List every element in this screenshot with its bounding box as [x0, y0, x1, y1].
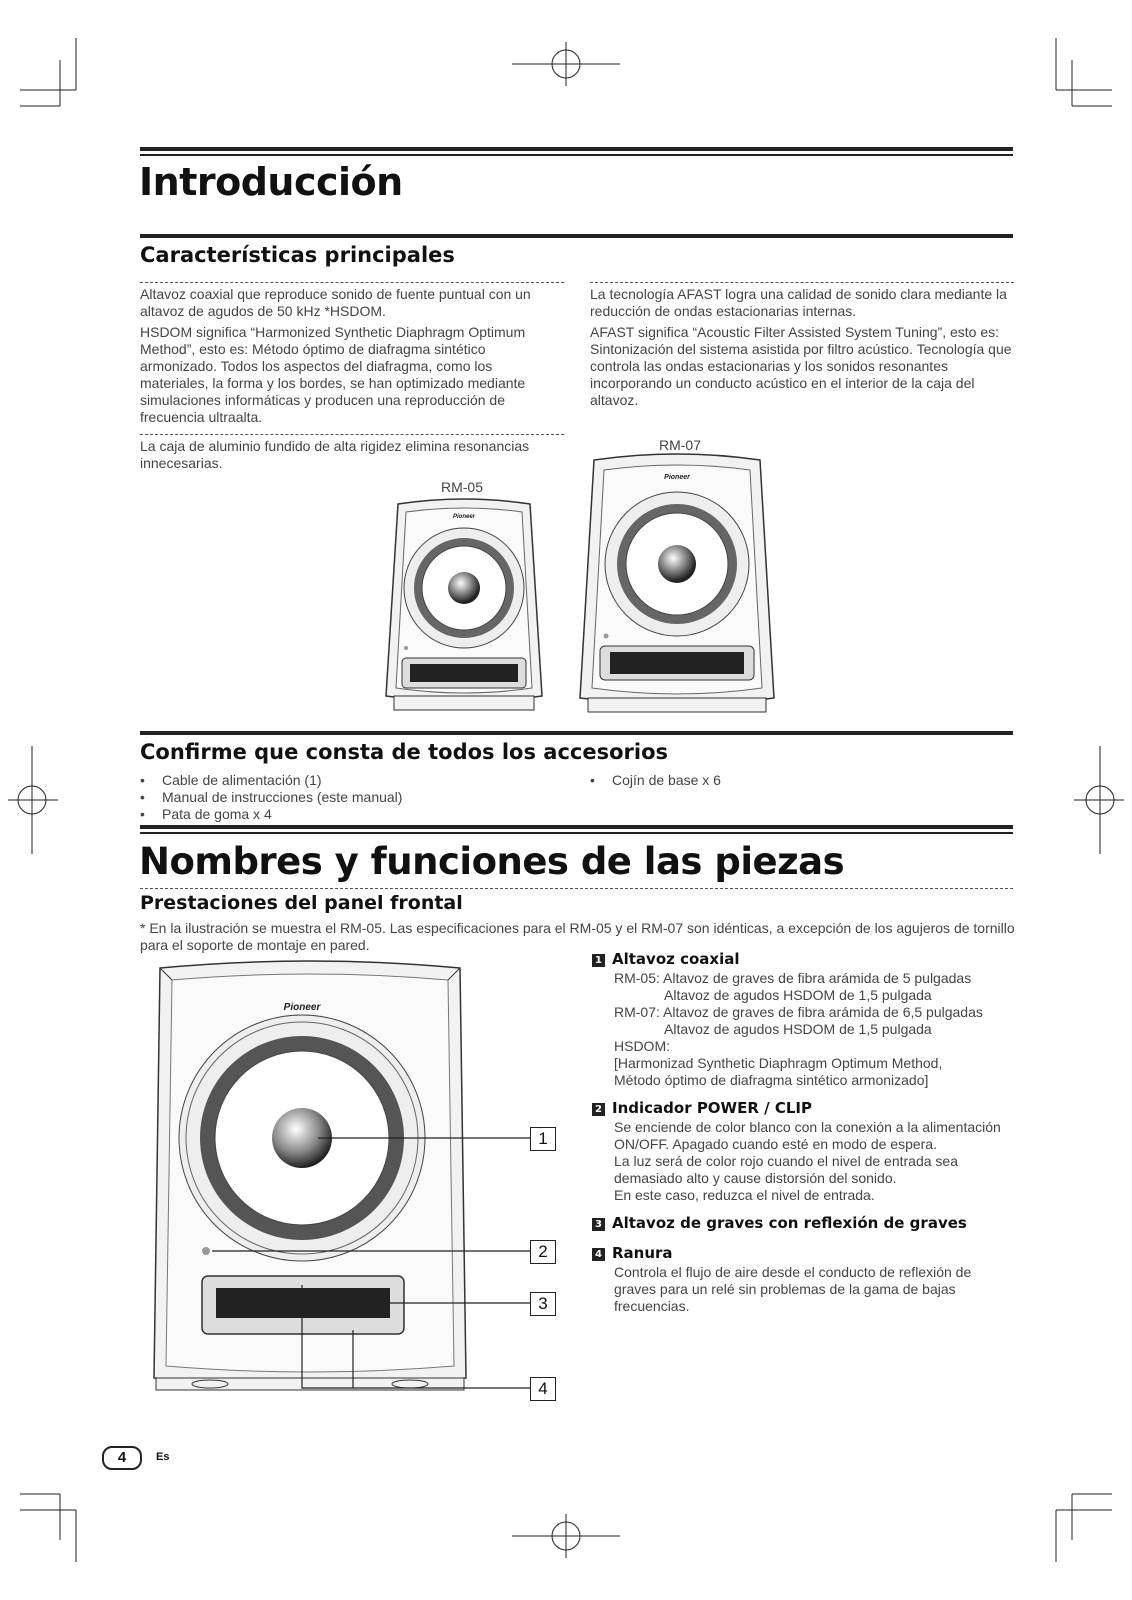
page-title-introduccion: Introducción — [139, 160, 403, 204]
list-item: • Manual de instrucciones (este manual) — [140, 789, 560, 806]
part-item-2 — [592, 1099, 1012, 1204]
feature-paragraph: La caja de aluminio fundido de alta rigidez elimina resonancias innecesarias. — [140, 438, 530, 471]
callout-3: 3 — [530, 1292, 556, 1316]
brand-logo: Pioneer — [664, 474, 690, 481]
accessories-list-right — [590, 772, 1010, 789]
title-rule — [140, 147, 1013, 151]
part-line: Se enciende de color blanco con la conexión a la alimentación ON/OFF. Apagado cuando esté en modo de espera. — [614, 1119, 1001, 1152]
list-item: • Cable de alimentación (1) — [140, 772, 560, 789]
front-panel-illustration — [150, 958, 560, 1428]
page-number: 4 — [102, 1446, 142, 1470]
part-line: La luz será de color rojo cuando el nivel de entrada sea demasiado alto y cause distorsión del sonido. — [614, 1153, 958, 1186]
front-panel-heading: Prestaciones del panel frontal — [140, 892, 463, 914]
callout-2: 2 — [530, 1240, 556, 1264]
model-label-rm07: RM-07 — [659, 437, 702, 453]
section-rule — [140, 731, 1013, 735]
feature-paragraph: La tecnología AFAST logra una calidad de sonido clara mediante la reducción de ondas estacionarias internas. — [590, 286, 1007, 319]
part-title: Altavoz coaxial — [612, 950, 740, 968]
language-code: Es — [156, 1451, 170, 1463]
part-title: Ranura — [612, 1244, 673, 1262]
features-heading: Características principales — [140, 243, 455, 267]
dash-divider — [140, 434, 564, 435]
part-item-1 — [592, 950, 1012, 1089]
speaker-illustration-rm05 — [384, 496, 544, 718]
title-rule — [140, 825, 1013, 829]
part-line: Altavoz de agudos HSDOM de 1,5 pulgada — [664, 1021, 932, 1037]
title-rule-thin — [140, 832, 1013, 834]
number-badge: 3 — [592, 1218, 605, 1231]
part-body — [614, 1119, 1004, 1204]
part-line: Altavoz de agudos HSDOM de 1,5 pulgada — [664, 987, 932, 1003]
part-line: Método óptimo de diafragma sintético armonizado] — [614, 1072, 929, 1088]
number-badge: 1 — [592, 954, 605, 967]
part-line: RM-05: Altavoz de graves de fibra arámida de 5 pulgadas — [614, 970, 972, 986]
features-right-block — [590, 286, 1014, 413]
part-title: Altavoz de graves con reflexión de graves — [612, 1214, 967, 1232]
title-rule-thin — [140, 154, 1013, 156]
part-line: RM-07: Altavoz de graves de fibra arámida de 6,5 pulgadas — [614, 1004, 983, 1020]
part-item-3 — [592, 1214, 1012, 1232]
brand-logo: Pioneer — [283, 1002, 321, 1013]
part-line: En este caso, reduzca el nivel de entrada. — [614, 1187, 875, 1203]
features-left-block-1 — [140, 286, 564, 430]
features-left-block-2 — [140, 438, 564, 476]
callout-4: 4 — [530, 1377, 556, 1401]
part-title: Indicador POWER / CLIP — [612, 1099, 812, 1117]
part-line: Controla el flujo de aire desde el conducto de reflexión de graves para un relé sin problemas de la gama de bajas frecuencias. — [614, 1264, 972, 1314]
feature-paragraph: AFAST significa “Acoustic Filter Assisted System Tuning”, esto es: Sintonización del sistema asistida por filtro acústico. Tecnología que controla las ondas estacionarias y los sonidos resonantes incorporando un conducto acústico en el interior de la caja del altavoz. — [590, 324, 1012, 408]
brand-logo: Pioneer — [452, 514, 476, 520]
number-badge: 2 — [592, 1103, 605, 1116]
part-item-4 — [592, 1244, 1012, 1315]
feature-paragraph: HSDOM significa “Harmonized Synthetic Diaphragm Optimum Method”, esto es: Método óptimo de diafragma sintético armonizado. Todos los aspectos del diafragma, como los materiales, la forma y los bordes, se han optimizado mediante simulaciones informáticas y producen una reproducción de frecuencia ultraalta. — [140, 324, 526, 425]
feature-paragraph: Altavoz coaxial que reproduce sonido de fuente puntual con un altavoz de agudos de 50 kHz *HSDOM. — [140, 286, 531, 319]
list-item: • Cojín de base x 6 — [590, 772, 1010, 789]
part-body — [614, 970, 1012, 1089]
dash-divider — [140, 888, 1013, 889]
list-item: • Pata de goma x 4 — [140, 806, 560, 823]
callout-1: 1 — [530, 1127, 556, 1151]
model-label-rm05: RM-05 — [441, 479, 484, 495]
parts-descriptions — [592, 950, 1012, 1315]
dash-divider — [590, 282, 1014, 283]
speaker-illustration-rm07 — [578, 452, 776, 716]
accessories-heading: Confirme que consta de todos los accesorios — [140, 740, 669, 764]
accessories-list-left — [140, 772, 560, 823]
number-badge: 4 — [592, 1248, 605, 1261]
part-line: [Harmonizad Synthetic Diaphragm Optimum Method, — [614, 1055, 943, 1071]
section-rule — [140, 234, 1013, 238]
part-body — [614, 1264, 1004, 1315]
page-title-nombres: Nombres y funciones de las piezas — [139, 840, 845, 883]
front-panel-note: * En la ilustración se muestra el RM-05. Las especificaciones para el RM-05 y el RM-07 son idénticas, a excepción de los agujeros de tornillo para el soporte de montaje en pared. — [140, 920, 1015, 953]
dash-divider — [140, 282, 564, 283]
part-line: HSDOM: — [614, 1038, 670, 1054]
